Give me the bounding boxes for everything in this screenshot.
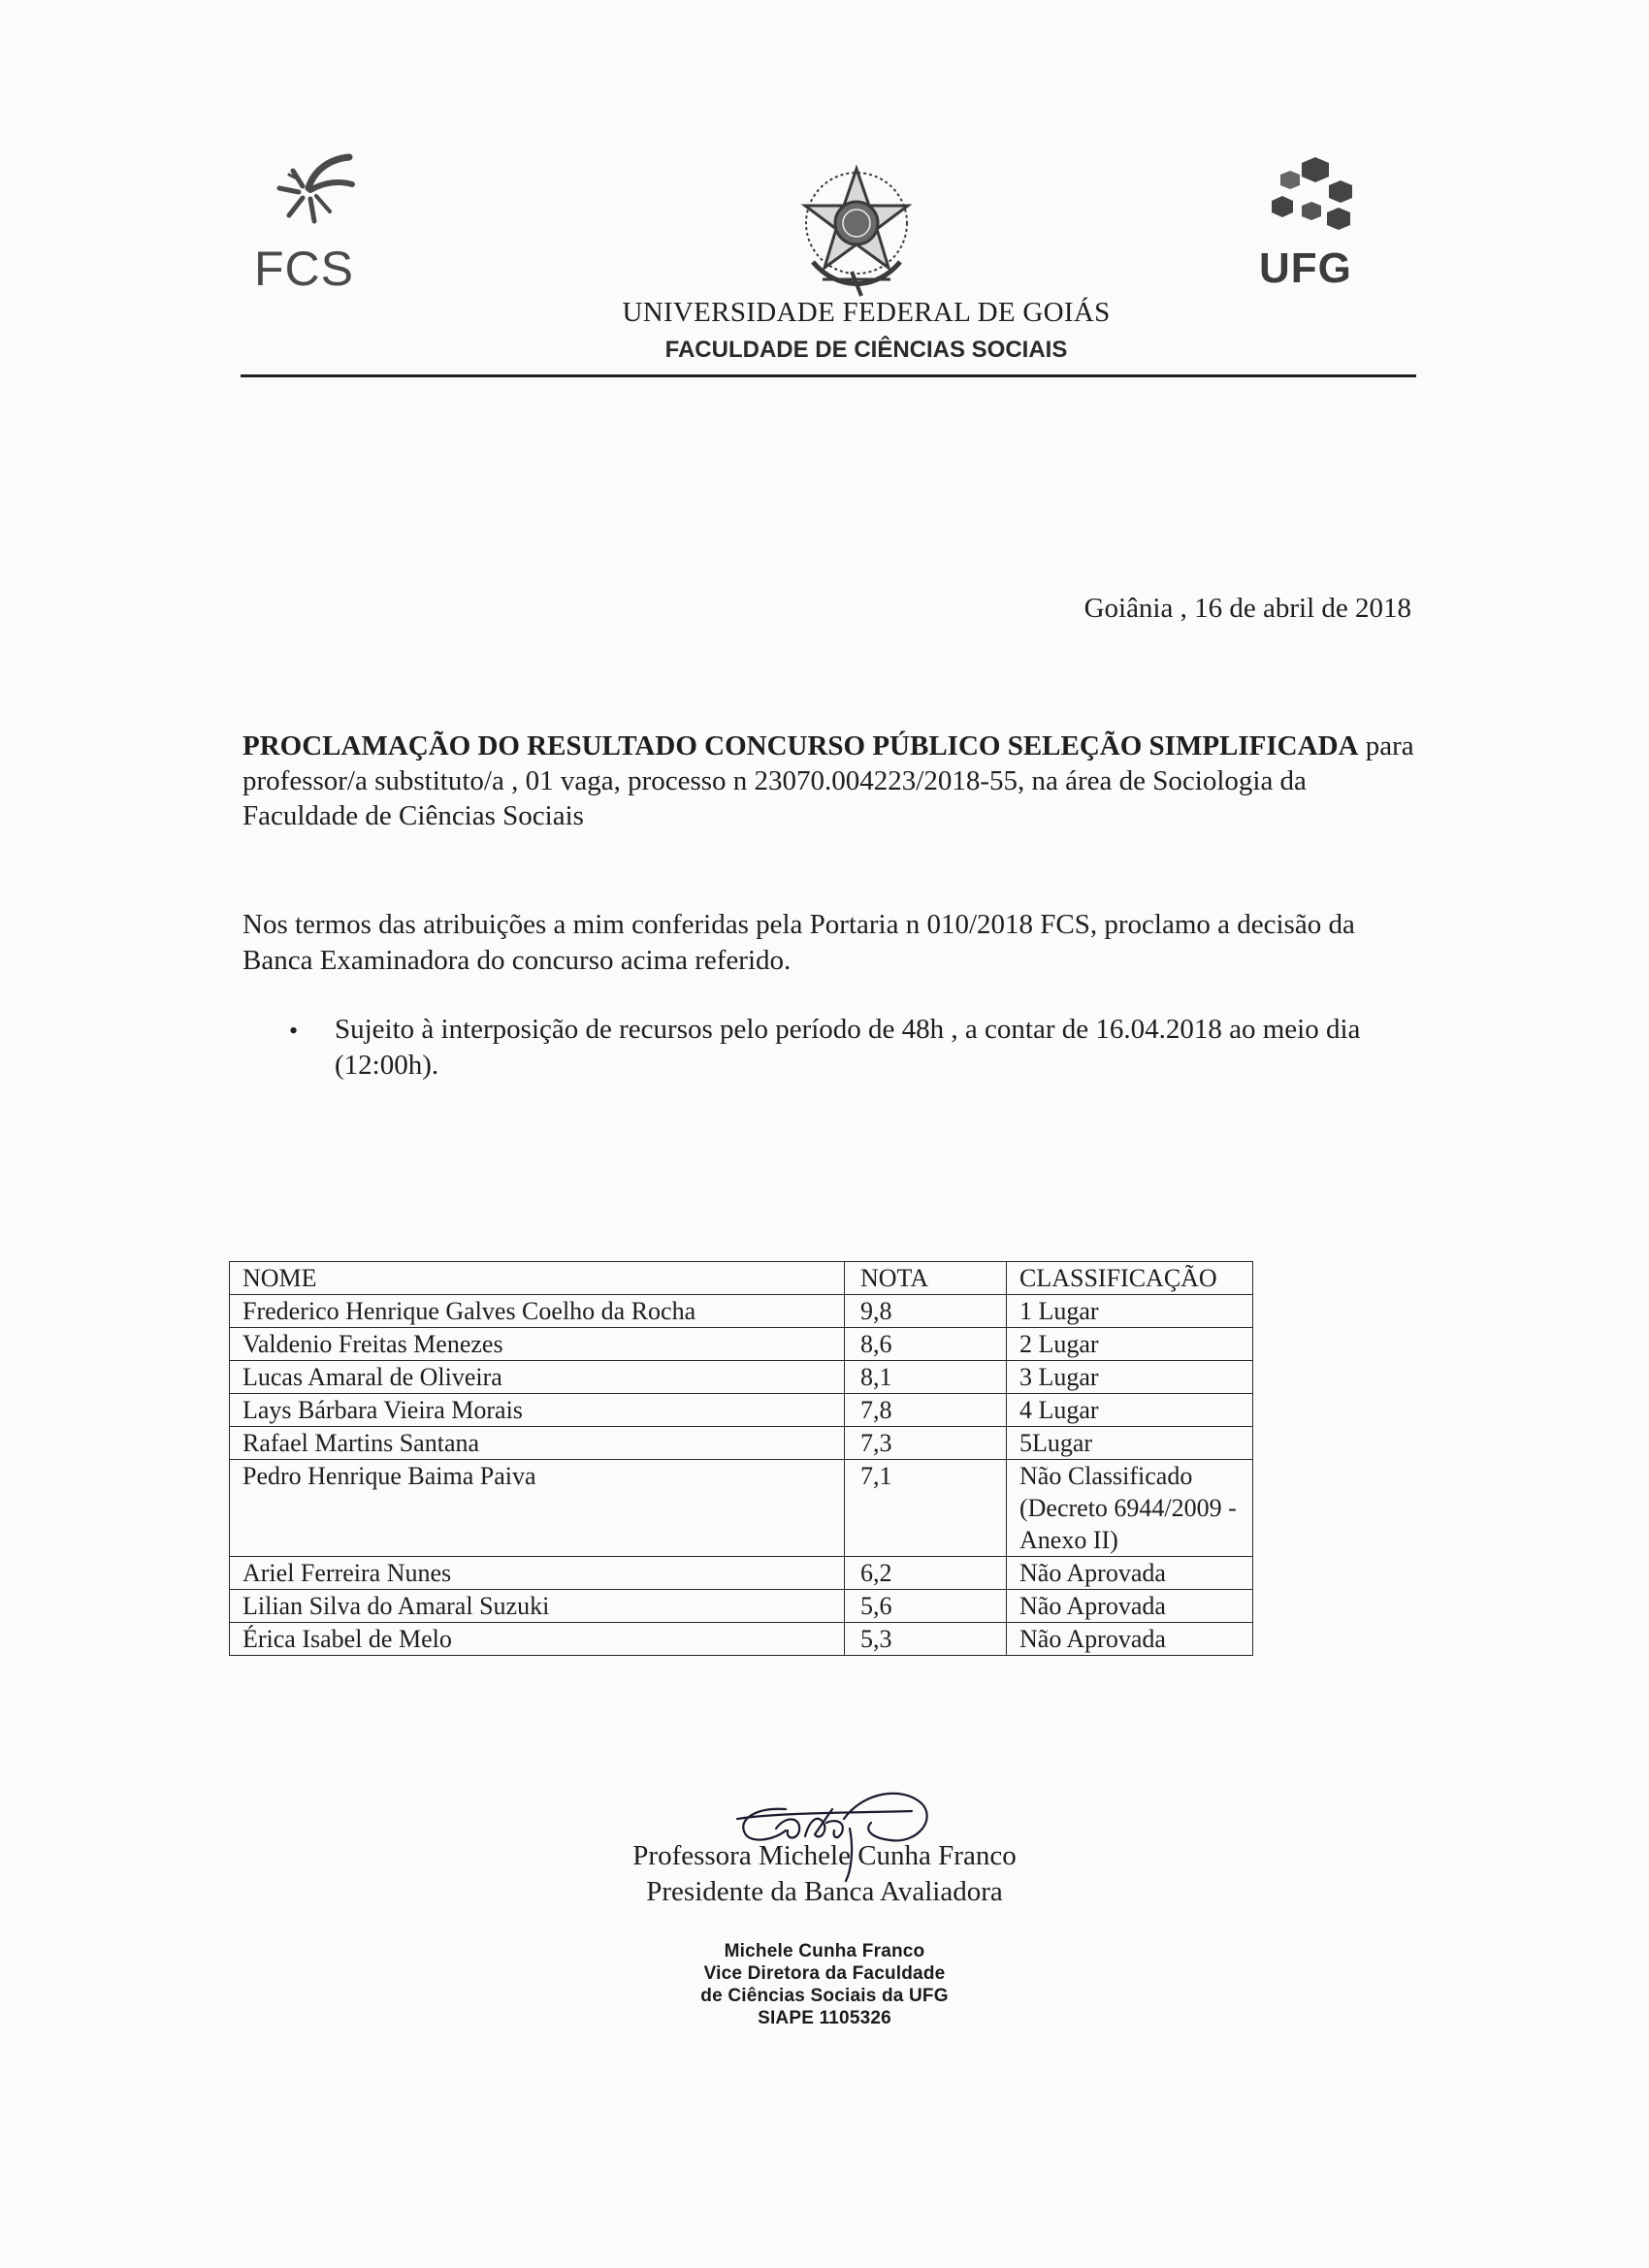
header-name: NOME <box>230 1262 845 1295</box>
candidate-grade: 8,6 <box>845 1328 1007 1361</box>
official-stamp <box>0 1940 1649 2029</box>
table-row <box>230 1295 1253 1328</box>
header-classification: CLASSIFICAÇÃO <box>1007 1262 1253 1295</box>
candidate-grade: 6,2 <box>845 1557 1007 1590</box>
candidate-name: Lilian Silva do Amaral Suzuki <box>230 1590 845 1623</box>
candidate-rank: 3 Lugar <box>1007 1361 1253 1394</box>
candidate-name: Lays Bárbara Vieira Morais <box>230 1394 845 1427</box>
candidate-rank: 5Lugar <box>1007 1427 1253 1460</box>
intro-paragraph: Nos termos das atribuições a mim conferidas pela Portaria n 010/2018 FCS, proclamo a decisão da Banca Examinadora do concurso acima referido. <box>242 909 1355 976</box>
table-row <box>230 1557 1253 1590</box>
fcs-logo-icon <box>260 147 357 235</box>
candidate-rank: 4 Lugar <box>1007 1394 1253 1427</box>
results-table <box>229 1261 1253 1656</box>
title-bold: PROCLAMAÇÃO DO RESULTADO CONCURSO PÚBLICO SELEÇÃO SIMPLIFICADA <box>242 730 1359 761</box>
table-row <box>230 1328 1253 1361</box>
header-grade: NOTA <box>845 1262 1007 1295</box>
document-title <box>242 729 1426 833</box>
stamp-name: Michele Cunha Franco <box>724 1941 925 1961</box>
table-row <box>230 1361 1253 1394</box>
candidate-name: Ariel Ferreira Nunes <box>230 1557 845 1590</box>
candidate-rank: 2 Lugar <box>1007 1328 1253 1361</box>
candidate-name: Rafael Martins Santana <box>230 1427 845 1460</box>
signatory-name: Professora Michele Cunha Franco <box>632 1840 1017 1871</box>
table-row <box>230 1394 1253 1427</box>
stamp-siape: SIAPE 1105326 <box>758 2008 891 2028</box>
candidate-rank: Não Aprovada <box>1007 1590 1253 1623</box>
candidate-name: Valdenio Freitas Menezes <box>230 1328 845 1361</box>
fcs-logo-text: FCS <box>254 242 354 296</box>
bullet-icon: • <box>289 1017 299 1045</box>
faculty-name: FACULDADE DE CIÊNCIAS SOCIAIS <box>664 337 1068 363</box>
stamp-institution: de Ciências Sociais da UFG <box>700 1986 949 2006</box>
candidate-grade: 9,8 <box>845 1295 1007 1328</box>
signatory-role: Presidente da Banca Avaliadora <box>646 1876 1003 1907</box>
candidate-rank: 1 Lugar <box>1007 1295 1253 1328</box>
candidate-grade: 5,6 <box>845 1590 1007 1623</box>
candidate-grade: 8,1 <box>845 1361 1007 1394</box>
candidate-name: Frederico Henrique Galves Coelho da Rocha <box>230 1295 845 1328</box>
appeal-notice: Sujeito à interposição de recursos pelo período de 48h , a contar de 16.04.2018 ao meio dia (12:00h). <box>335 1014 1361 1081</box>
candidate-grade: 7,8 <box>845 1394 1007 1427</box>
candidate-rank: Não Aprovada <box>1007 1623 1253 1656</box>
document-date: Goiânia , 16 de abril de 2018 <box>1083 593 1411 624</box>
ufg-logo-text: UFG <box>1259 244 1352 292</box>
header-divider <box>241 374 1416 377</box>
coat-of-arms-icon <box>784 155 929 301</box>
candidate-grade: 5,3 <box>845 1623 1007 1656</box>
table-row <box>230 1590 1253 1623</box>
candidate-rank: Não Classificado (Decreto 6944/2009 - Anexo II) <box>1007 1460 1253 1557</box>
table-row <box>230 1460 1253 1557</box>
candidate-name: Pedro Henrique Baima Paiva <box>230 1460 845 1557</box>
candidate-rank: Não Aprovada <box>1007 1557 1253 1590</box>
candidate-name: Lucas Amaral de Oliveira <box>230 1361 845 1394</box>
candidate-grade: 7,3 <box>845 1427 1007 1460</box>
university-name: UNIVERSIDADE FEDERAL DE GOIÁS <box>622 297 1111 328</box>
candidate-grade: 7,1 <box>845 1460 1007 1557</box>
candidate-name: Érica Isabel de Melo <box>230 1623 845 1656</box>
table-header-row <box>230 1262 1253 1295</box>
ufg-logo-icon <box>1261 153 1358 241</box>
stamp-title: Vice Diretora da Faculdade <box>703 1963 946 1984</box>
title-rest: para professor/a substituto/a , 01 vaga, processo n 23070.004223/2018-55, na área de Sociologia da Faculdade de Ciências Sociais <box>242 730 1414 831</box>
table-row <box>230 1427 1253 1460</box>
table-row <box>230 1623 1253 1656</box>
